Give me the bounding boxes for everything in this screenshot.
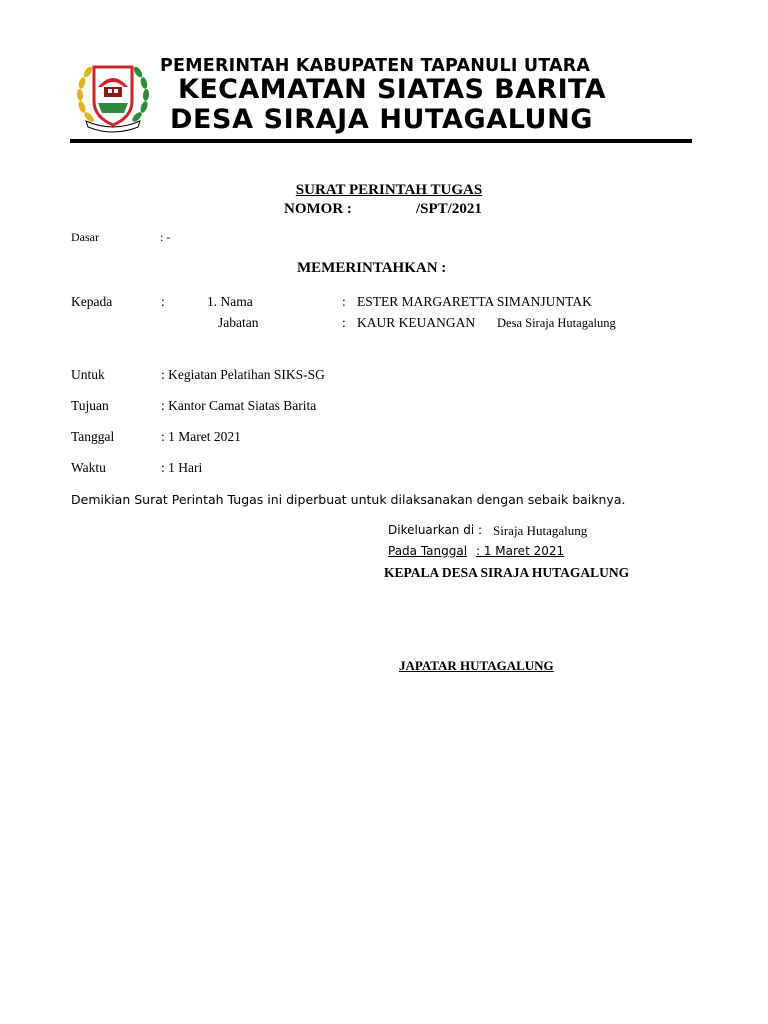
- kepada-label: Kepada: [71, 294, 113, 309]
- jabatan-extra: Desa Siraja Hutagalung: [497, 316, 616, 330]
- jabatan-value: KAUR KEUANGAN: [357, 315, 476, 330]
- nama-value: ESTER MARGARETTA SIMANJUNTAK: [357, 294, 592, 309]
- dasar-value: : -: [160, 230, 171, 244]
- untuk-label: Untuk: [71, 367, 105, 382]
- tanggal-value: : 1 Maret 2021: [161, 429, 241, 444]
- waktu-label: Waktu: [71, 460, 106, 475]
- issued-date-label: Pada Tanggal: [388, 544, 468, 558]
- tujuan-value: : Kantor Camat Siatas Barita: [161, 398, 317, 413]
- signatory-name: JAPATAR HUTAGALUNG: [399, 658, 554, 673]
- nama-label: 1. Nama: [207, 294, 253, 309]
- signatory-position: KEPALA DESA SIRAJA HUTAGALUNG: [384, 565, 630, 580]
- waktu-value: : 1 Hari: [161, 460, 203, 475]
- closing-statement: Demikian Surat Perintah Tugas ini diperbuat untuk dilaksanakan dengan sebaik baiknya.: [71, 492, 626, 507]
- jabatan-colon: :: [342, 315, 346, 330]
- document-title: SURAT PERINTAH TUGAS: [295, 182, 483, 198]
- tanggal-label: Tanggal: [71, 429, 115, 444]
- dasar-label: Dasar: [71, 230, 99, 244]
- letterhead-divider: [70, 139, 692, 143]
- order-heading: MEMERINTAHKAN :: [297, 260, 447, 276]
- tujuan-label: Tujuan: [71, 398, 109, 413]
- untuk-value: : Kegiatan Pelatihan SIKS-SG: [161, 367, 325, 382]
- kepada-colon: :: [161, 294, 165, 309]
- letterhead-village: DESA SIRAJA HUTAGALUNG: [170, 104, 594, 135]
- issued-place-value: Siraja Hutagalung: [493, 523, 588, 538]
- document-number-label: NOMOR :: [284, 201, 352, 217]
- nama-colon: :: [342, 294, 346, 309]
- letterhead-district: KECAMATAN SIATAS BARITA: [178, 74, 607, 105]
- letterhead-government: PEMERINTAH KABUPATEN TAPANULI UTARA: [160, 56, 591, 76]
- jabatan-label: Jabatan: [218, 315, 259, 330]
- regency-crest-icon: [74, 57, 152, 133]
- issued-date-value: : 1 Maret 2021: [476, 544, 565, 558]
- issued-place-label: Dikeluarkan di :: [388, 523, 483, 537]
- document-number-value: /SPT/2021: [416, 201, 482, 217]
